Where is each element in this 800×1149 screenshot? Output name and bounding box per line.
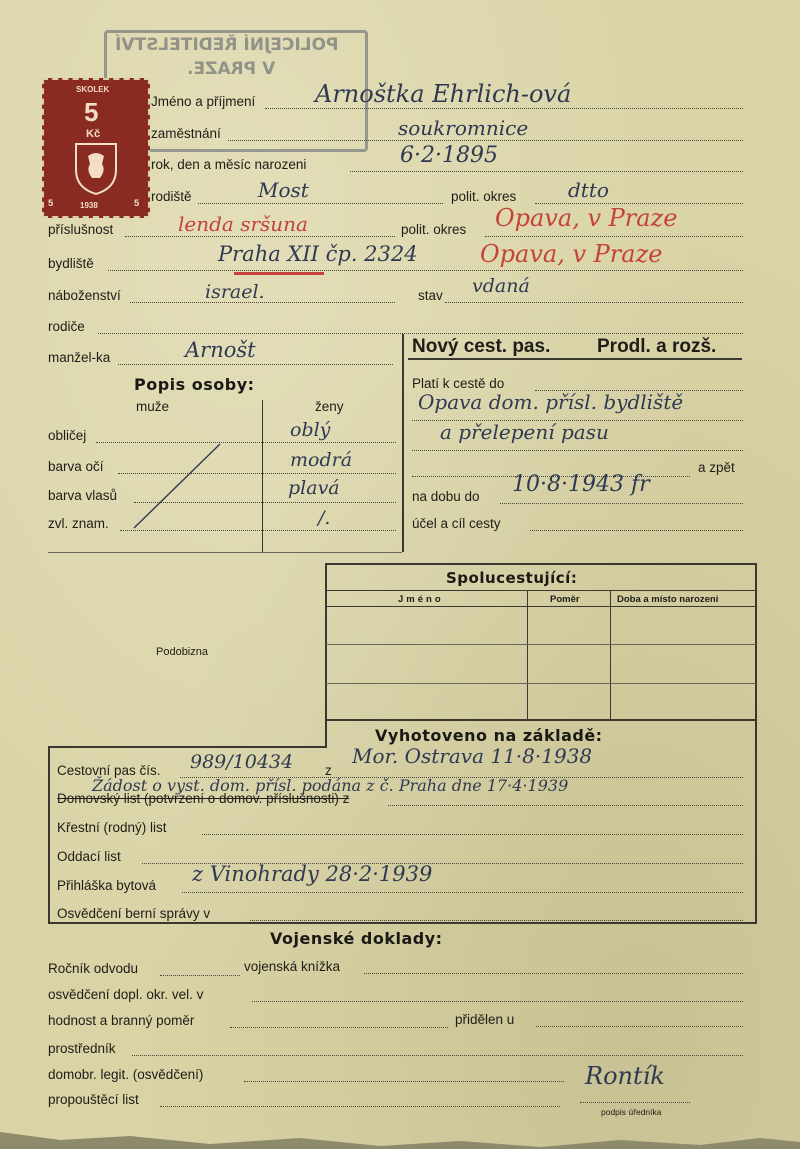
membership-value: lenda sršuna [178, 212, 308, 236]
residence-red-value: Opava, v Praze [480, 240, 663, 268]
signature-line [580, 1102, 690, 1103]
valid-label: Platí k cestě do [412, 376, 505, 391]
status-label: stav [418, 288, 443, 303]
residence-value: Praha XII čp. 2324 [218, 242, 418, 266]
military-year-line [160, 975, 240, 976]
military-title: Vojenské doklady: [270, 929, 443, 948]
marks-label: zvl. znam. [48, 516, 109, 531]
basis-registration-value: z Vinohrady 28·2·1939 [192, 862, 433, 886]
companions-col-div1 [527, 590, 528, 720]
eyes-value: modrá [290, 449, 353, 471]
basis-registration-line [182, 892, 743, 893]
basis-baptism-label: Křestní (rodný) list [57, 820, 167, 835]
military-cert-label: osvědčení dopl. okr. vel. v [48, 987, 204, 1002]
basis-marriage-label: Oddací list [57, 849, 121, 864]
paper-tear [0, 1110, 800, 1149]
mid-divider [402, 334, 404, 552]
basis-homelist-line [388, 805, 743, 806]
companions-row2 [326, 683, 756, 684]
military-mediator-label: prostředník [48, 1041, 116, 1056]
description-bottom [48, 552, 402, 553]
purpose-line [530, 530, 743, 531]
district1-label: polit. okres [451, 189, 517, 204]
status-value: vdaná [472, 275, 530, 297]
companions-col-div2 [610, 590, 611, 720]
marks-value: /. [318, 507, 331, 529]
basis-left [48, 746, 50, 924]
companions-right [755, 563, 757, 923]
status-line [445, 302, 743, 303]
police-stamp-line1: POLICEJNÍ ŘEDITELSTVÍ [115, 35, 339, 55]
male-strike-mark [120, 440, 230, 534]
military-rank-label: hodnost a branný poměr [48, 1013, 195, 1028]
district2-line [485, 236, 743, 237]
companions-row1 [326, 644, 756, 645]
companions-header-top [326, 590, 756, 591]
hair-value: plavá [288, 477, 340, 499]
membership-label: příslušnost [48, 222, 114, 237]
face-value: oblý [290, 419, 331, 441]
signature-label: podpis úředníka [601, 1107, 662, 1117]
companions-title: Spolucestující: [446, 569, 578, 587]
military-legit-line [244, 1081, 564, 1082]
companions-col-rel: Poměr [550, 594, 580, 605]
revenue-stamp-corner-left: 5 [48, 198, 54, 209]
name-line [265, 108, 743, 109]
spouse-label: manžel-ka [48, 350, 111, 365]
military-cert-line [252, 1001, 743, 1002]
military-rank-line [230, 1027, 448, 1028]
extension-title: Prodl. a rozš. [597, 336, 717, 357]
birth-line [350, 171, 743, 172]
birth-label: rok, den a měsíc narozeni [151, 157, 307, 172]
police-stamp-line2: V PRAZE. [187, 59, 276, 79]
military-assigned-line [536, 1026, 743, 1027]
signature-value: Rontík [585, 1062, 665, 1090]
military-assigned-label: přidělen u [455, 1012, 515, 1027]
companions-top [325, 563, 757, 565]
basis-tax-line [250, 920, 743, 921]
hair-label: barva vlasů [48, 488, 118, 503]
basis-bottom [48, 922, 757, 924]
basis-title: Vyhotoveno na základě: [375, 726, 603, 745]
revenue-stamp-top: SKOLEK [76, 85, 110, 94]
photo-label: Podobizna [156, 646, 208, 658]
occupation-line [228, 140, 743, 141]
military-year-label: Ročník odvodu [48, 961, 139, 976]
residence-underline-red [234, 272, 324, 275]
military-mediator-line [132, 1055, 743, 1056]
military-legit-label: domobr. legit. (osvědčení) [48, 1067, 204, 1082]
name-value: Arnoštka Ehrlich-ová [315, 80, 572, 108]
name-label: Jméno a příjmení [151, 94, 256, 109]
return-label: a zpět [698, 460, 735, 475]
revenue-stamp-currency: Kč [86, 128, 101, 140]
basis-registration-label: Přihláška bytová [57, 878, 157, 893]
revenue-stamp-corner-right: 5 [134, 198, 140, 209]
basis-homelist-label: Domovský list (potvrzení o domov. příslušnosti) z [57, 791, 350, 806]
military-release-label: propouštěcí list [48, 1092, 139, 1107]
period-line [500, 503, 743, 504]
military-release-line [160, 1106, 560, 1107]
birthplace-line [198, 203, 443, 204]
residence-label: bydliště [48, 256, 94, 271]
new-passport-title: Nový cest. pas. [412, 336, 551, 357]
revenue-stamp [42, 78, 150, 218]
male-header: muže [136, 399, 170, 414]
spouse-value: Arnošt [185, 338, 256, 362]
description-title: Popis osoby: [134, 375, 255, 394]
military-book-line [364, 973, 743, 974]
passport-title-rule [408, 358, 742, 360]
valid-value2: a přelepení pasu [440, 420, 609, 444]
district2-label: polit. okres [401, 222, 467, 237]
basis-passport-from: Mor. Ostrava 11·8·1938 [352, 744, 593, 768]
basis-baptism-line [202, 834, 743, 835]
valid-value1: Opava dom. přísl. bydliště [418, 390, 684, 414]
residence-line [108, 270, 743, 271]
district1-value: dtto [568, 178, 609, 202]
eyes-label: barva očí [48, 459, 104, 474]
revenue-stamp-year: 1938 [80, 201, 98, 210]
birth-value: 6·2·1895 [400, 143, 498, 168]
basis-request-line: Žádost o vyst. dom. přísl. podána z č. Praha dne 17·4·1939 [92, 776, 569, 795]
face-label: obličej [48, 428, 87, 443]
period-label: na dobu do [412, 489, 480, 504]
parents-line [98, 333, 743, 334]
basis-passport-value: 989/10434 [190, 751, 294, 773]
religion-label: náboženství [48, 288, 121, 303]
purpose-label: účel a cíl cesty [412, 516, 501, 531]
female-header: ženy [315, 399, 344, 414]
parents-label: rodiče [48, 319, 85, 334]
military-book-label: vojenská knížka [244, 959, 341, 974]
companions-bottom [326, 719, 756, 721]
district2-value: Opava, v Praze [495, 204, 678, 232]
companions-col-name: Jméno [398, 594, 444, 605]
basis-passport-z: z [325, 763, 332, 778]
period-value: 10·8·1943 fr [512, 472, 650, 497]
occupation-label: zaměstnání [151, 126, 221, 141]
basis-passport-label: Cestovní pas čís. [57, 763, 161, 778]
birthplace-value: Most [258, 178, 309, 202]
birthplace-label: rodiště [151, 189, 192, 204]
basis-tax-label: Osvědčení berní správy v [57, 906, 211, 921]
basis-top [48, 746, 327, 748]
spouse-line [118, 364, 393, 365]
religion-value: israel. [205, 281, 265, 303]
membership-line [125, 236, 395, 237]
occupation-value: soukromnice [398, 116, 529, 140]
valid-line3 [412, 450, 743, 451]
revenue-stamp-value: 5 [84, 97, 99, 127]
lion-emblem-icon [72, 140, 120, 196]
companions-col-birth: Doba a místo narozeni [617, 594, 719, 605]
